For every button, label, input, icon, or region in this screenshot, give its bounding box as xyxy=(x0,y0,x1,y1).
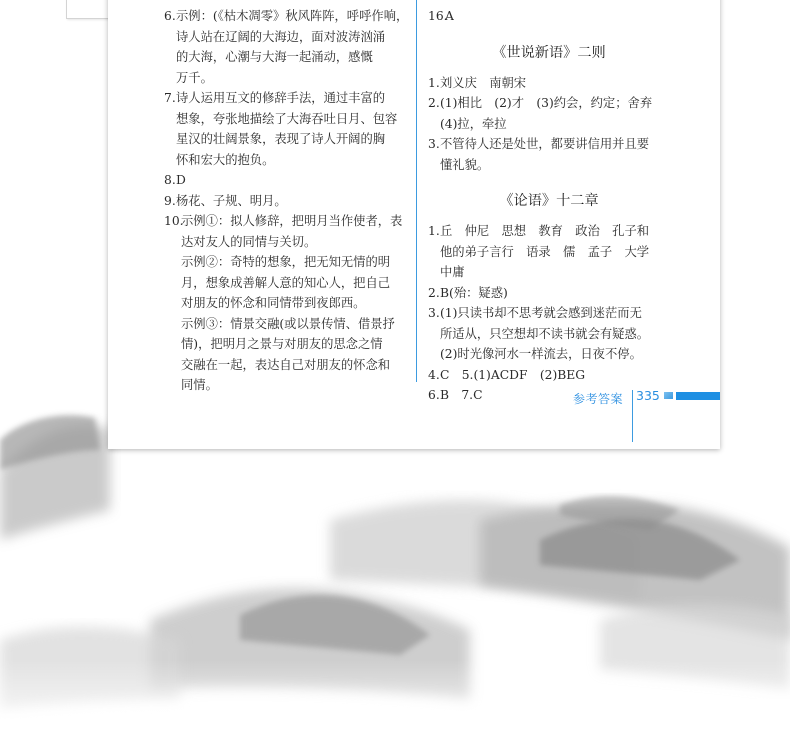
footer-color-bar xyxy=(676,392,720,400)
answer-item xyxy=(428,6,670,27)
answer-line: 杨花、子规、明月。 xyxy=(176,193,287,208)
column-divider xyxy=(416,0,417,382)
answer-number: 6. xyxy=(428,388,440,402)
answer-line: (2)时光像河水一样流去，日夜不停。 xyxy=(440,347,642,361)
answer-line: 达对友人的同情与关切。 xyxy=(181,234,317,249)
answer-line: A xyxy=(445,9,454,23)
page-number: 335 xyxy=(636,388,660,403)
answer-number: 2. xyxy=(428,96,440,110)
section-title-lunyu: 《论语》十二章 xyxy=(499,193,599,209)
answer-line: 同情。 xyxy=(181,378,218,392)
answer-number: 9. xyxy=(164,193,176,208)
answer-line: 所适从，只空想却不读书就会有疑惑。 xyxy=(440,326,650,341)
answer-item xyxy=(164,191,412,212)
footer-separator xyxy=(632,390,633,442)
answer-line: 的大海，心潮与大海一起涌动，感慨 xyxy=(176,50,373,64)
left-column xyxy=(164,6,412,396)
answer-item xyxy=(164,88,412,170)
answer-number: 1. xyxy=(428,75,440,90)
answer-number: 7. xyxy=(164,91,176,105)
answer-line: B(殆：疑惑) xyxy=(440,285,508,300)
answer-item xyxy=(164,211,412,396)
answer-line: 诗人站在辽阔的大海边，面对波涛汹涌 xyxy=(176,29,386,44)
answer-item xyxy=(428,303,670,365)
answer-number: 4. xyxy=(428,367,440,382)
answer-line: 丘 仲尼 思想 教育 政治 孔子和 xyxy=(440,224,650,238)
answer-line: C 5.(1)ACDF (2)BEG xyxy=(440,367,586,382)
answer-number: 3. xyxy=(428,306,440,320)
answer-line: 他的弟子言行 语录 儒 孟子 大学 xyxy=(440,244,650,259)
answer-line: 示例：(《枯木凋零》秋风阵阵，呼呼作响， xyxy=(176,9,409,23)
answer-line: 月，想象成善解人意的知心人，把自己 xyxy=(181,275,391,290)
answer-item xyxy=(428,283,670,304)
answer-line: 示例③：情景交融(或以景传情、借景抒 xyxy=(181,316,395,331)
answer-line: 对朋友的怀念和同情带到夜郎西。 xyxy=(181,296,366,310)
answer-line: (1)只读书却不思考就会感到迷茫而无 xyxy=(440,306,642,320)
answer-item xyxy=(428,134,670,175)
answer-line: B 7.C xyxy=(440,388,483,402)
answer-line: 情)，把明月之景与对朋友的思念之情 xyxy=(181,337,383,351)
right-column xyxy=(428,6,670,406)
answer-item xyxy=(428,93,670,134)
section-title-shishuo: 《世说新语》二则 xyxy=(492,44,606,61)
answer-line: (4)拉，牵拉 xyxy=(440,116,507,131)
answer-item xyxy=(428,221,670,283)
answer-line: 怀和宏大的抱负。 xyxy=(176,152,275,167)
section-shishuo-items xyxy=(428,73,670,176)
answer-number: 3. xyxy=(428,137,440,151)
answer-line: 示例①：拟人修辞，把明月当作使者，表 xyxy=(181,214,403,228)
answer-line: 中庸 xyxy=(440,265,465,279)
answer-item xyxy=(428,385,670,406)
answer-line: 示例②：奇特的想象，把无知无情的明 xyxy=(181,255,391,269)
answer-line: 刘义庆 南朝宋 xyxy=(440,75,527,90)
answer-item xyxy=(164,6,412,88)
answer-item xyxy=(164,170,412,191)
answer-line: 懂礼貌。 xyxy=(440,157,490,172)
answer-line: 诗人运用互文的修辞手法，通过丰富的 xyxy=(176,91,386,105)
answer-line: 想象，夸张地描绘了大海吞吐日月、包容 xyxy=(176,111,398,126)
answer-line: D xyxy=(176,173,186,187)
answer-line: (1)相比 (2)才 (3)约会，约定；舍弃 xyxy=(440,96,653,110)
answer-number: 1. xyxy=(428,224,440,238)
answer-page xyxy=(108,0,720,449)
answer-line: 万千。 xyxy=(176,70,213,85)
section-lunyu-items xyxy=(428,221,670,406)
right-top-items xyxy=(428,6,670,27)
answer-number: 2. xyxy=(428,285,440,300)
answer-line: 不管待人还是处世，都要讲信用并且要 xyxy=(440,137,650,151)
answer-number: 8. xyxy=(164,173,176,187)
answer-item xyxy=(428,365,670,386)
answer-number: 6. xyxy=(164,9,176,23)
answer-number: 10. xyxy=(164,214,184,228)
answer-line: 星汉的壮阔景象，表现了诗人开阔的胸 xyxy=(176,132,386,146)
page-corner-icon xyxy=(664,392,673,399)
answer-line: 交融在一起，表达自己对朋友的怀念和 xyxy=(181,357,391,372)
answer-item xyxy=(428,73,670,94)
footer-answer-label: 参考答案 xyxy=(573,392,624,406)
answer-number: 16. xyxy=(428,9,448,23)
